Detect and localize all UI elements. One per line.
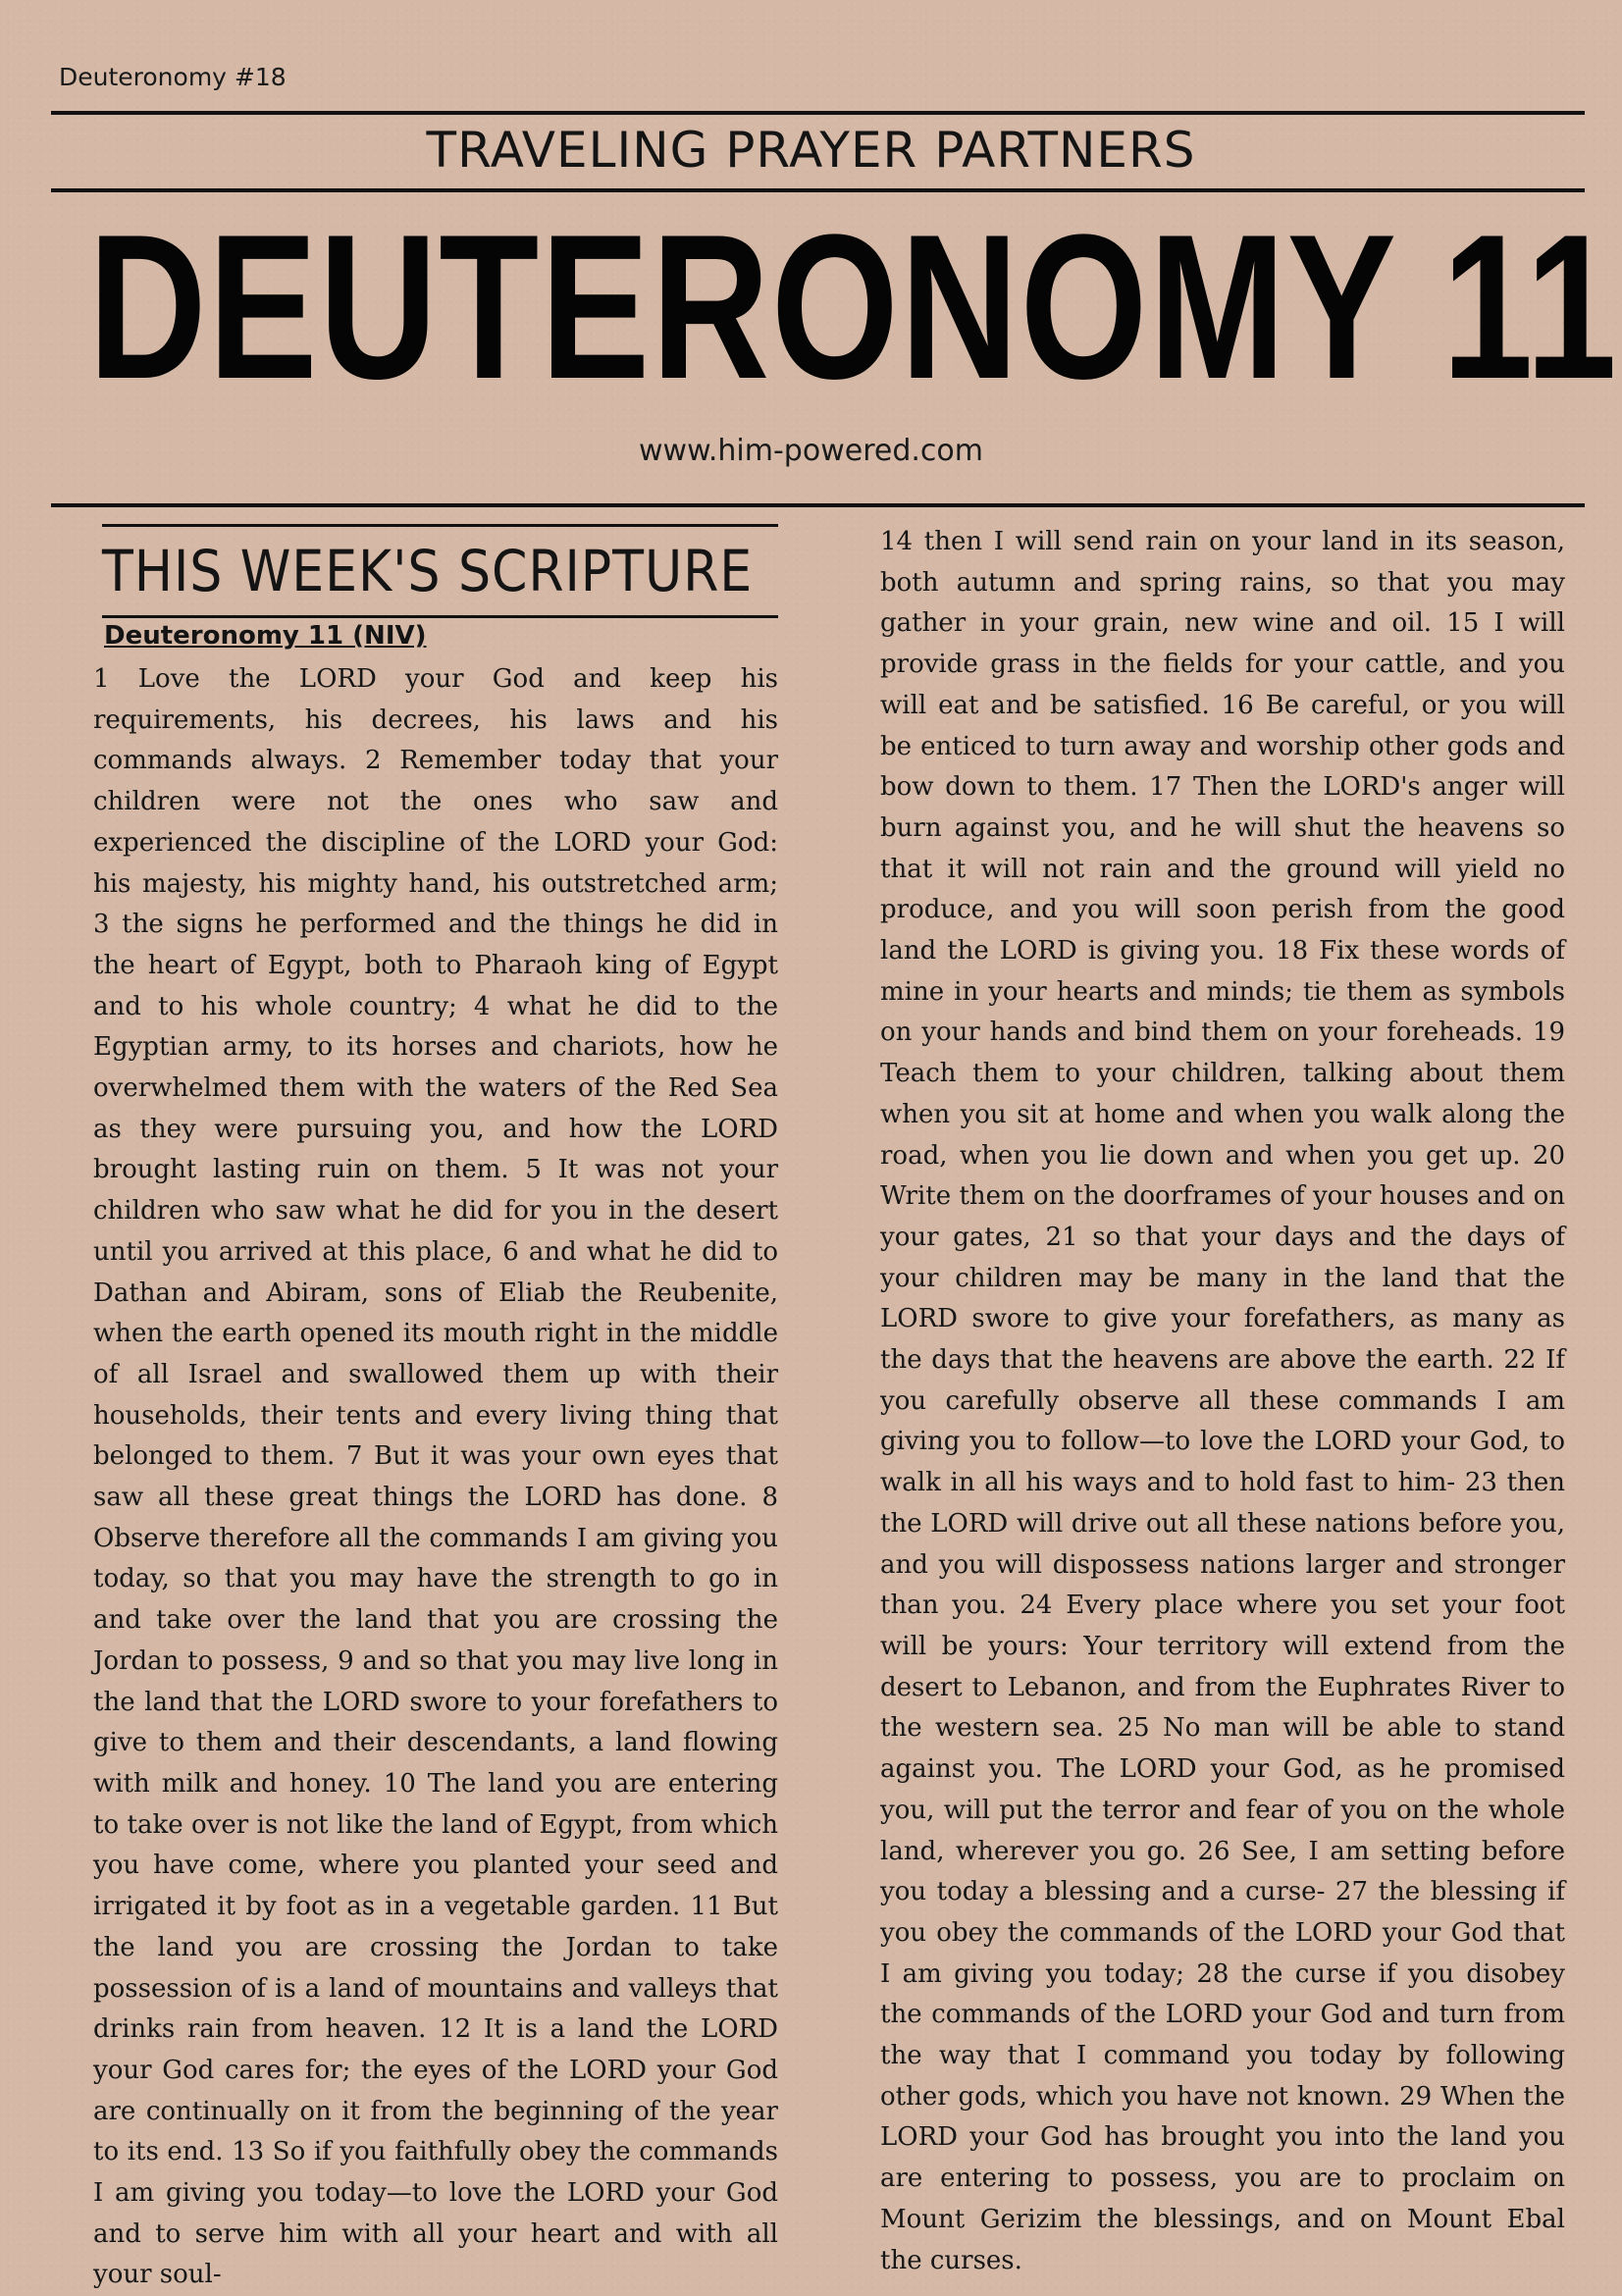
series-label: Deuteronomy #18: [59, 63, 287, 91]
section-top-rule: [102, 524, 778, 527]
page-title: DEUTERONOMY 11: [88, 191, 1619, 422]
header-bottom-rule: [51, 503, 1585, 507]
scripture-column-left: 1 Love the LORD your God and keep his requirements, his decrees, his laws and his commands always. 2 Remember today that your children were not the ones who saw and experienced the discipline of the LORD your God: his majesty, his mighty hand, his outstretched arm; 3 the signs he performed and the things he did in the heart of Egypt, both to Pharaoh king of Egypt and to his whole country; 4 what he did to the Egyptian army, to its horses and chariots, how he overwhelmed them with the waters of the Red Sea as they were pursuing you, and how the LORD brought lasting ruin on them. 5 It was not your children who saw what he did for you in the desert until you arrived at this place, 6 and what he did to Dathan and Abiram, sons of Eliab the Reubenite, when the earth opened its mouth right in the middle of all Israel and swallowed them up with their households, their tents and every living thing that belonged to them. 7 But it was your own eyes that saw all these great things the LORD has done. 8 Observe therefore all the commands I am giving you today, so that you may have the strength to go in and take over the land that you are crossing the Jordan to possess, 9 and so that you may live long in the land that the LORD swore to your forefathers to give to them and their descendants, a land flowing with milk and honey. 10 The land you are entering to take over is not like the land of Egypt, from which you have come, where you planted your seed and irrigated it by foot as in a vegetable garden. 11 But the land you are crossing the Jordan to take possession of is a land of mountains and valleys that drinks rain from heaven. 12 It is a land the LORD your God cares for; the eyes of the LORD your God are continually on it from the beginning of the year to its end. 13 So if you faithfully obey the commands I am giving you today—to love the LORD your God and to serve him with all your heart and with all your soul-: [93, 664, 778, 2290]
header-top-rule: [51, 111, 1585, 115]
scripture-reference: Deuteronomy 11 (NIV): [104, 621, 427, 651]
section-bottom-rule: [102, 615, 778, 618]
scripture-column-right: 14 then I will send rain on your land in its season, both autumn and spring rains, so that you may gather in your grain, new wine and oil. 15 I will provide grass in the fields for your cattle, and you will eat and be satisfied. 16 Be careful, or you will be enticed to turn away and worship other gods and bow down to them. 17 Then the LORD's anger will burn against you, and he will shut the heavens so that it will not rain and the ground will yield no produce, and you will soon perish from the good land the LORD is giving you. 18 Fix these words of mine in your hearts and minds; tie them as symbols on your hands and bind them on your foreheads. 19 Teach them to your children, talking about them when you sit at home and when you walk along the road, when you lie down and when you get up. 20 Write them on the doorframes of your houses and on your gates, 21 so that your days and the days of your children may be many in the land that the LORD swore to give your forefathers, as many as the days that the heavens are above the earth. 22 If you carefully observe all these commands I am giving you to follow—to love the LORD your God, to walk in all his ways and to hold fast to him- 23 then the LORD will drive out all these nations before you, and you will dispossess nations larger and stronger than you. 24 Every place where you set your foot will be yours: Your territory will extend from the desert to Lebanon, and from the Euphrates River to the western sea. 25 No man will be able to stand against you. The LORD your God, as he promised you, will put the terror and fear of you on the whole land, wherever you go. 26 See, I am setting before you today a blessing and a curse- 27 the blessing if you obey the commands of the LORD your God that I am giving you today; 28 the curse if you disobey the commands of the LORD your God and turn from the way that I command you today by following other gods, which you have not known. 29 When the LORD your God has brought you into the land you are entering to possess, you are to proclaim on Mount Gerizim the blessings, and on Mount Ebal the curses.: [880, 527, 1565, 2275]
organization-name: TRAVELING PRAYER PARTNERS: [426, 122, 1196, 179]
section-heading: THIS WEEK'S SCRIPTURE: [102, 538, 754, 604]
website-link[interactable]: www.him-powered.com: [639, 434, 983, 468]
